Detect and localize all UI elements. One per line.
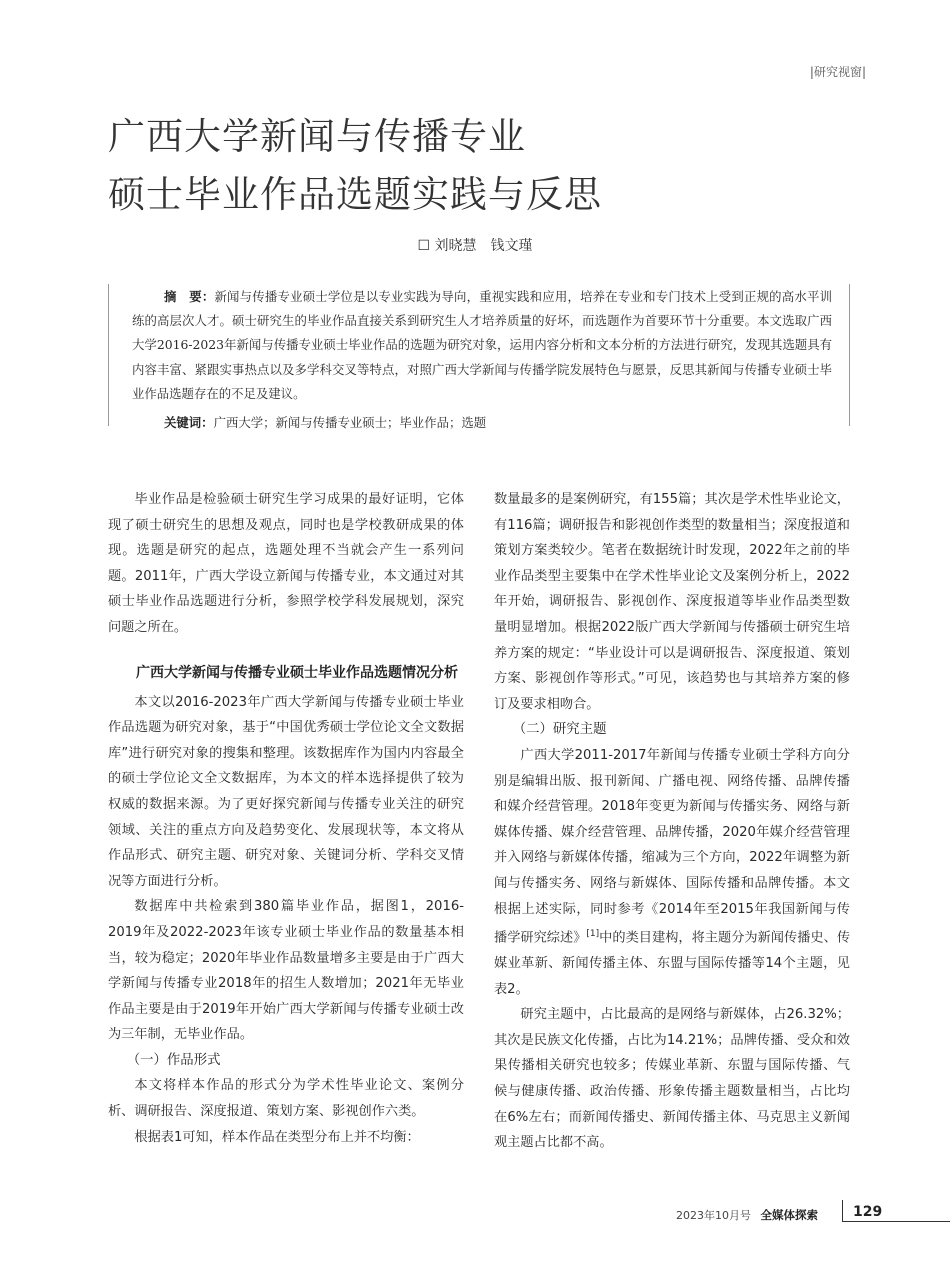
- left-column: [108, 487, 464, 1150]
- body-paragraph: 本文将样本作品的形式分为学术性毕业论文、案例分析、调研报告、深度报道、策划方案、影视创作六类。: [108, 1078, 464, 1120]
- citation-ref: [1]: [586, 929, 600, 940]
- footer-rule: [842, 1221, 950, 1222]
- magazine-name: 全媒体探索: [760, 1208, 818, 1222]
- authors: ☐ 刘晓慧 钱文瑾: [417, 238, 533, 254]
- keywords-label: 关键词：: [164, 415, 214, 430]
- keywords-body: 广西大学；新闻与传播专业硕士；毕业作品；选题: [213, 415, 487, 430]
- abstract-label: 摘 要：: [164, 289, 215, 304]
- body-paragraph: 数量最多的是案例研究，有155篇；其次是学术性毕业论文，有116篇；调研报告和影视创作类型的数量相当；深度报道和策划方案类较少。笔者在数据统计时发现，2022年之前的毕业作品类型主要集中在学术性毕业论文及案例分析上，2022年开始，调研报告、影视创作、深度报道等毕业作品类型数量明显增加。根据2022版广西大学新闻与传播硕士研究生培养方案的规定：“毕业设计可以是调研报告、深度报道、策划方案、影视创作等形式。”可见，该趋势也与其培养方案的修订及要求相吻合。: [494, 492, 850, 712]
- paragraph-text: 中的类目建构，将主题分为新闻传播史、传媒业革新、新闻传播主体、东盟与国际传播等14个主题，见表2。: [494, 930, 851, 997]
- section-heading: 广西大学新闻与传播专业硕士毕业作品选题情况分析: [136, 664, 458, 681]
- abstract-body: 新闻与传播专业硕士学位是以专业实践为导向，重视实践和应用，培养在专业和专门技术上受到正规的高水平训练的高层次人才。硕士研究生的毕业作品直接关系到研究生人才培养质量的好坏，而选题作为首要环节十分重要。本文选取广西大学2016-2023年新闻与传播专业硕士毕业作品的选题为研究对象，运用内容分析和文本分析的方法进行研究，发现其选题具有内容丰富、紧跟实事热点以及多学科交叉等特点，对照广西大学新闻与传播学院发展特色与愿景，反思其新闻与传播专业硕士毕业作品选题存在的不足及建议。: [132, 289, 833, 401]
- title-line-1: 广西大学新闻与传播专业: [108, 115, 526, 158]
- body-paragraph: 本文以2016-2023年广西大学新闻与传播专业硕士毕业作品选题为研究对象，基于“中国优秀硕士学位论文全文数据库”进行研究对象的搜集和整理。该数据库作为国内内容最全的硕士学位论文全文数据库，为本文的样本选择提供了较为权威的数据来源。为了更好探究新闻与传播专业关注的研究领域、关注的重点方向及趋势变化、发展现状等，本文将从作品形式、研究主题、研究对象、关键词分析、学科交叉情况等方面进行分析。: [108, 694, 464, 889]
- issue-date: 2023年10月号: [676, 1209, 751, 1222]
- subsection-heading: （一）作品形式: [126, 1052, 221, 1068]
- subsection-heading: （二）研究主题: [512, 722, 607, 738]
- footer: [676, 1207, 818, 1223]
- body-paragraph: 根据表1可知，样本作品在类型分布上并不均衡：: [134, 1129, 420, 1145]
- intro-paragraph: 毕业作品是检验硕士研究生学习成果的最好证明，它体现了硕士研究生的思想及观点，同时也是学校教研成果的体现。选题是研究的起点，选题处理不当就会产生一系列问题。2011年，广西大学设立新闻与传播专业，本文通过对其硕士毕业作品选题进行分析，参照学校学科发展规划，深究问题之所在。: [108, 492, 464, 635]
- right-column: [494, 487, 850, 1156]
- page-number: 129: [853, 1204, 883, 1220]
- footer-divider: [842, 1200, 843, 1222]
- keywords: [164, 412, 844, 434]
- body-paragraph: 数据库中共检索到380篇毕业作品，据图1，2016-2019年及2022-2023年该专业硕士毕业作品的数量基本相当，较为稳定；2020年毕业作品数量增多主要是由于广西大学新闻与传播专业2018年的招生人数增加；2021年无毕业作品主要是由于2019年开始广西大学新闻与传播专业硕士改为三年制，无毕业作品。: [108, 899, 464, 1043]
- abstract: [132, 285, 832, 406]
- article-title: [108, 108, 808, 224]
- body-paragraph: 研究主题中，占比最高的是网络与新媒体，占26.32%；其次是民族文化传播，占比为14.21%；品牌传播、受众和效果传播相关研究也较多；传媒业革新、东盟与国际传播、气候与健康传播、政治传播、形象传播主题数量相当，占比均在6%左右；而新闻传播史、新闻传播主体、马克思主义新闻观主题占比都不高。: [494, 1007, 850, 1151]
- body-paragraph: [494, 743, 850, 1002]
- title-line-2: 硕士毕业作品选题实践与反思: [108, 173, 602, 216]
- paragraph-text: 广西大学2011-2017年新闻与传播专业硕士学科方向分别是编辑出版、报刊新闻、广播电视、网络传播、品牌传播和媒介经营管理。2018年变更为新闻与传播实务、网络与新媒体传播、媒介经营管理、品牌传播，2020年媒介经营管理并入网络与新媒体传播，缩减为三个方向，2022年调整为新闻与传播实务、网络与新媒体、国际传播和品牌传播。本文根据上述实际，同时参考《2014年至2015年我国新闻与传播学研究综述》: [494, 747, 850, 946]
- section-tag: |研究视窗|: [809, 65, 866, 79]
